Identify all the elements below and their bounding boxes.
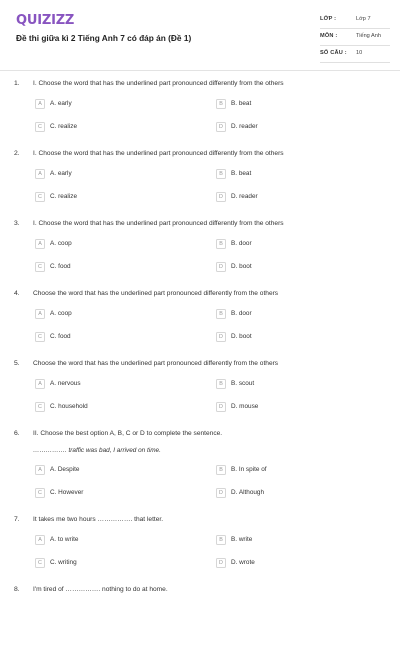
meta-value: Lớp 7 (356, 16, 371, 22)
option-text: D. wrote (231, 559, 255, 566)
question-3 (0, 210, 400, 280)
meta-row-grade (320, 12, 390, 29)
question-number: 7. (14, 516, 20, 523)
option-letter-badge: A (35, 239, 45, 249)
option-letter-badge: D (216, 488, 226, 498)
option-text: A. nervous (50, 380, 81, 387)
option-text: C. food (50, 263, 71, 270)
option-text: B. door (231, 310, 252, 317)
question-number: 8. (14, 586, 20, 593)
meta-label: LỚP : (320, 16, 337, 22)
meta-row-subject (320, 29, 390, 46)
option-letter-badge: C (35, 192, 45, 202)
question-text: Choose the word that has the underlined part pronounced differently from the others (33, 290, 279, 297)
option-text: B. beat (231, 170, 252, 177)
worksheet-title: Đề thi giữa kì 2 Tiếng Anh 7 có đáp án (Đề 1) (16, 33, 192, 43)
question-text: I'm tired of ……………. nothing to do at home. (33, 586, 168, 593)
option-letter-badge: B (216, 99, 226, 109)
option-letter-badge: A (35, 309, 45, 319)
question-list (0, 70, 400, 646)
quizizz-logo: QUIZIZZ (16, 13, 75, 28)
question-4 (0, 280, 400, 350)
option-text: B. In spite of (231, 466, 267, 473)
worksheet-header (0, 0, 400, 71)
meta-label: SỐ CÂU : (320, 50, 347, 56)
option-text: D. Although (231, 489, 265, 496)
question-number: 6. (14, 430, 20, 437)
option-letter-badge: C (35, 558, 45, 568)
question-text: I. Choose the word that has the underlined part pronounced differently from the others (33, 150, 284, 157)
option-letter-badge: A (35, 169, 45, 179)
question-number: 4. (14, 290, 20, 297)
option-text: A. early (50, 100, 72, 107)
question-6 (0, 420, 400, 506)
option-letter-badge: C (35, 488, 45, 498)
option-text: A. coop (50, 310, 72, 317)
question-number: 2. (14, 150, 20, 157)
question-2 (0, 140, 400, 210)
option-letter-badge: A (35, 465, 45, 475)
option-letter-badge: A (35, 99, 45, 109)
option-text: C. realize (50, 193, 77, 200)
option-text: A. Despite (50, 466, 80, 473)
option-text: C. writing (50, 559, 77, 566)
option-text: C. realize (50, 123, 77, 130)
option-letter-badge: B (216, 465, 226, 475)
option-letter-badge: A (35, 535, 45, 545)
option-letter-badge: D (216, 332, 226, 342)
option-letter-badge: B (216, 379, 226, 389)
option-letter-badge: B (216, 535, 226, 545)
option-text: C. food (50, 333, 71, 340)
meta-value: 10 (356, 50, 363, 56)
question-sentence: ……………. traffic was bad, I arrived on time. (33, 447, 161, 454)
option-letter-badge: A (35, 379, 45, 389)
option-letter-badge: C (35, 122, 45, 132)
option-text: B. scout (231, 380, 255, 387)
meta-value: Tiếng Anh (356, 33, 381, 39)
option-letter-badge: B (216, 169, 226, 179)
option-text: D. boot (231, 333, 252, 340)
question-number: 1. (14, 80, 20, 87)
option-letter-badge: D (216, 122, 226, 132)
option-text: B. write (231, 536, 253, 543)
option-letter-badge: C (35, 332, 45, 342)
option-text: B. door (231, 240, 252, 247)
option-letter-badge: D (216, 558, 226, 568)
question-text: Choose the word that has the underlined part pronounced differently from the others (33, 360, 279, 367)
question-5 (0, 350, 400, 420)
option-letter-badge: B (216, 309, 226, 319)
worksheet-meta (320, 12, 390, 63)
question-text: I. Choose the word that has the underlined part pronounced differently from the others (33, 80, 284, 87)
option-text: A. coop (50, 240, 72, 247)
option-text: C. household (50, 403, 88, 410)
option-text: C. However (50, 489, 84, 496)
meta-label: MÔN : (320, 33, 338, 39)
option-text: D. reader (231, 193, 258, 200)
question-text: It takes me two hours ……………. that letter. (33, 516, 164, 523)
option-text: D. boot (231, 263, 252, 270)
question-8 (0, 576, 400, 646)
option-letter-badge: D (216, 192, 226, 202)
option-text: A. to write (50, 536, 79, 543)
option-text: D. mouse (231, 403, 259, 410)
option-letter-badge: D (216, 262, 226, 272)
option-letter-badge: C (35, 262, 45, 272)
question-text: I. Choose the word that has the underlined part pronounced differently from the others (33, 220, 284, 227)
option-letter-badge: C (35, 402, 45, 412)
question-7 (0, 506, 400, 576)
question-number: 5. (14, 360, 20, 367)
option-letter-badge: D (216, 402, 226, 412)
option-letter-badge: B (216, 239, 226, 249)
meta-row-question-count (320, 46, 390, 63)
question-number: 3. (14, 220, 20, 227)
option-text: A. early (50, 170, 72, 177)
option-text: B. beat (231, 100, 252, 107)
question-text: II. Choose the best option A, B, C or D to complete the sentence. (33, 430, 223, 437)
option-text: D. reader (231, 123, 258, 130)
question-1 (0, 70, 400, 140)
